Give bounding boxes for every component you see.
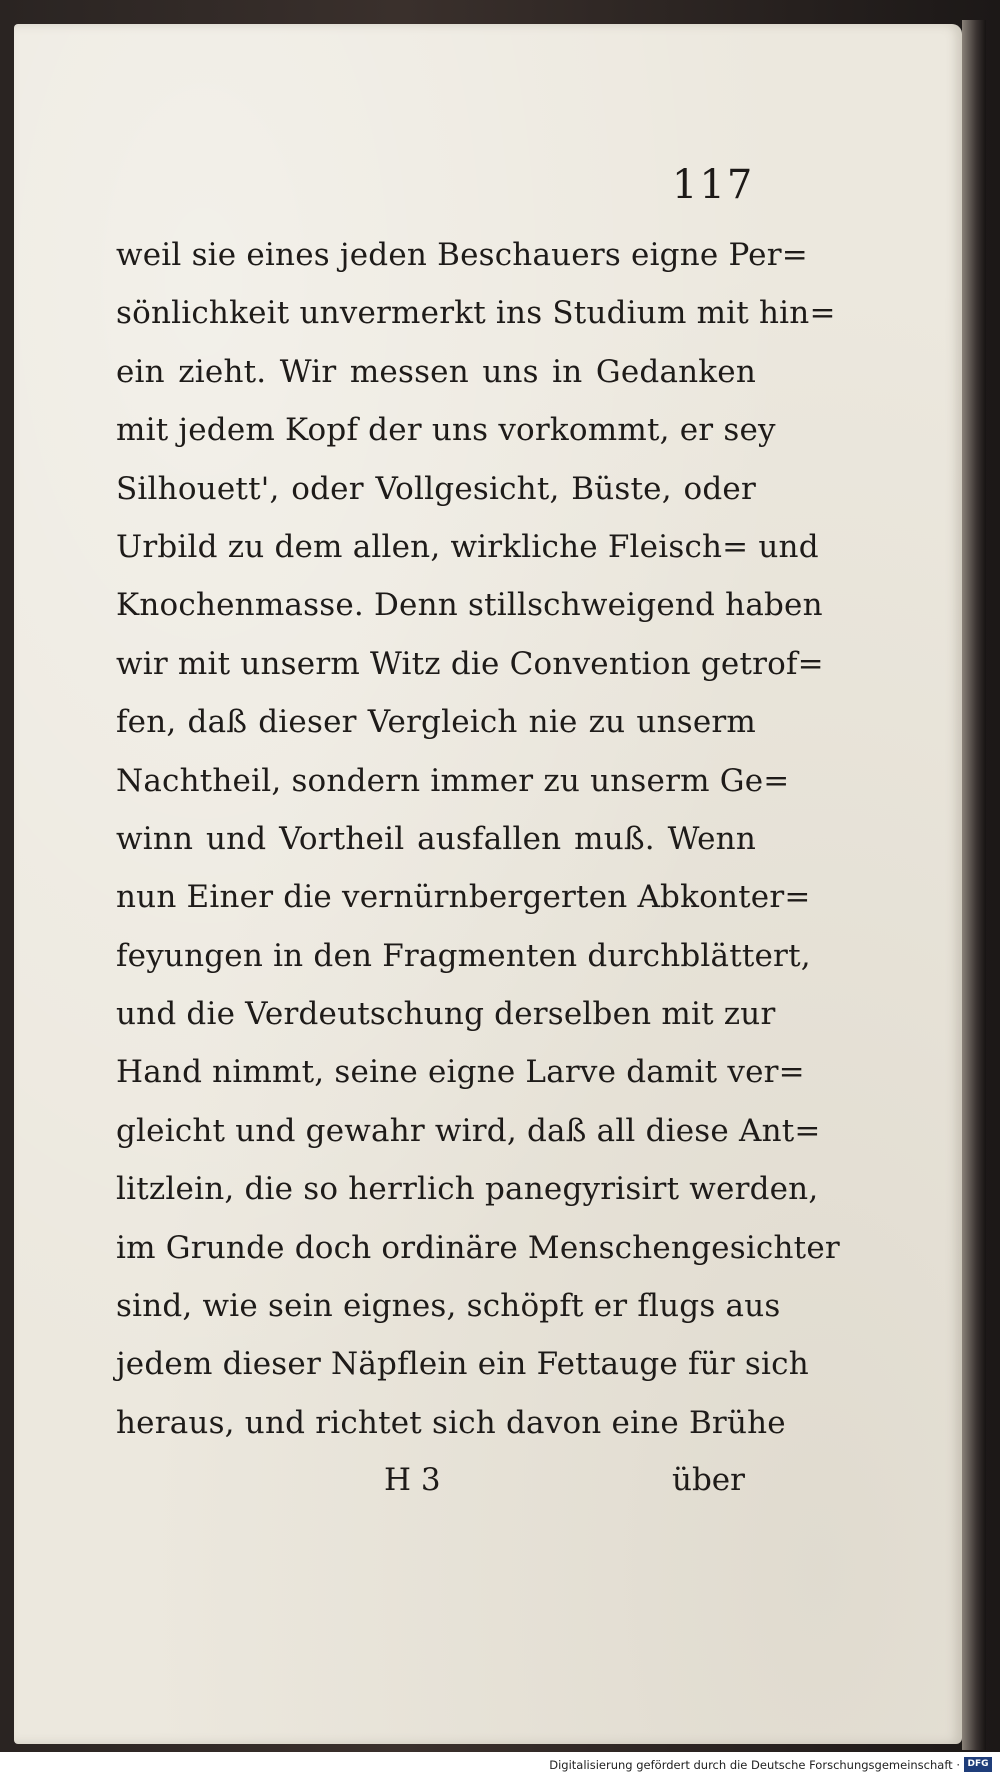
text-line: Hand nimmt, seine eigne Larve damit ver=	[116, 1054, 805, 1091]
text-line: litzlein, die so herrlich panegyrisirt werden,	[116, 1171, 819, 1208]
text-line: Knochenmasse. Denn stillschweigend haben	[116, 587, 823, 624]
text-line: weil sie eines jeden Beschauers eigne Per=	[116, 237, 808, 273]
text-line: Urbild zu dem allen, wirkliche Fleisch= und	[116, 528, 819, 565]
text-line: mit jedem Kopf der uns vorkommt, er sey	[116, 412, 776, 449]
text-line: wir mit unserm Witz die Convention getrof=	[116, 645, 824, 682]
funding-note: Digitalisierung gefördert durch die Deutsche Forschungsgemeinschaft ·	[549, 1758, 960, 1772]
body-text	[116, 226, 840, 1452]
text-line: winn und Vortheil ausfallen muß. Wenn	[116, 820, 756, 857]
text-line: ein zieht. Wir messen uns in Gedanken	[116, 353, 756, 390]
text-line: feyungen in den Fragmenten durchblättert,	[116, 937, 811, 974]
text-line: gleicht und gewahr wird, daß all diese Ant=	[116, 1112, 821, 1149]
dfg-logo: DFG	[964, 1757, 992, 1772]
text-line: fen, daß dieser Vergleich nie zu unserm	[116, 704, 756, 741]
page-number: 117	[672, 162, 755, 208]
text-line: und die Verdeutschung derselben mit zur	[116, 996, 776, 1033]
text-line: sönlichkeit unvermerkt ins Studium mit hin=	[116, 295, 836, 332]
text-line: heraus, und richtet sich davon eine Brühe	[116, 1404, 786, 1441]
text-line: im Grunde doch ordinäre Menschengesichter	[116, 1229, 840, 1266]
page-edge	[962, 20, 986, 1750]
signature-mark: H 3	[384, 1462, 441, 1498]
text-line: sind, wie sein eignes, schöpft er flugs aus	[116, 1288, 781, 1325]
text-line: Silhouett', oder Vollgesicht, Büste, oder	[116, 470, 756, 507]
text-line: Nachtheil, sondern immer zu unserm Ge=	[116, 762, 790, 799]
text-line: jedem dieser Näpflein ein Fettauge für sich	[116, 1346, 809, 1383]
catchword: über	[672, 1462, 745, 1498]
text-line: nun Einer die vernürnbergerten Abkonter=	[116, 879, 811, 916]
